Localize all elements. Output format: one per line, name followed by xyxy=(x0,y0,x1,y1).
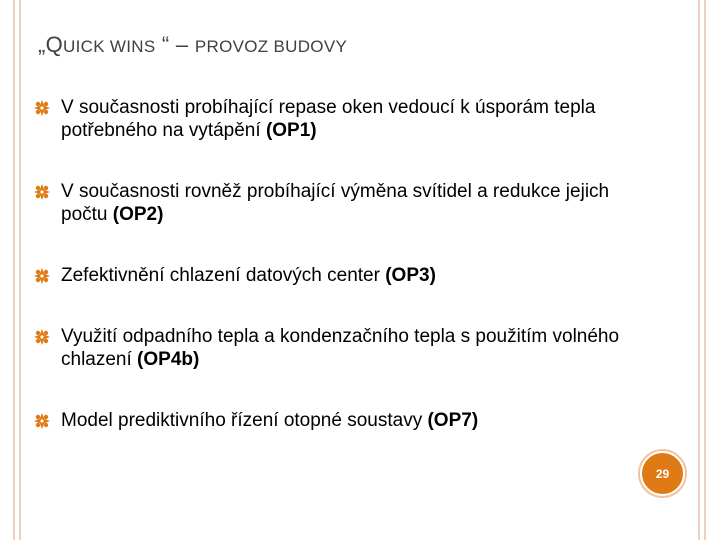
bullet-tag: (OP4b) xyxy=(137,349,200,370)
left-rail-line-inner xyxy=(19,0,21,540)
bullet-text: V současnosti rovněž probíhající výměna svítidel a redukce jejich počtu xyxy=(61,181,610,225)
diamond-flower-bullet-icon xyxy=(34,100,50,116)
bullet-item xyxy=(34,409,634,432)
bullet-list xyxy=(34,90,634,432)
left-rail-line-outer xyxy=(13,0,15,540)
bullet-item xyxy=(34,180,634,226)
page-number-badge xyxy=(640,451,685,496)
bullet-text: Využití odpadního tepla a kondenzačního tepla s použitím volného chlazení xyxy=(61,326,620,370)
bullet-tag: (OP7) xyxy=(427,410,479,431)
bullet-text: Zefektivnění chlazení datových center xyxy=(61,265,386,286)
bullet-tag: (OP3) xyxy=(385,265,436,286)
right-rail-line-outer xyxy=(704,0,706,540)
page-number: 29 xyxy=(655,466,670,481)
diamond-flower-bullet-icon xyxy=(34,184,50,200)
right-rail-line-inner xyxy=(698,0,700,540)
title-part2-small: PROVOZ BUDOVY xyxy=(194,37,348,56)
bullet-text: Model prediktivního řízení otopné soustavy xyxy=(61,410,428,431)
bullet-item xyxy=(34,264,634,287)
diamond-flower-bullet-icon xyxy=(34,268,50,284)
diamond-flower-bullet-icon xyxy=(34,329,50,345)
bullet-tag: (OP1) xyxy=(265,120,317,141)
bullet-item xyxy=(34,96,634,142)
title-part1-small: UICK WINS xyxy=(63,37,156,56)
bullet-text: V současnosti probíhající repase oken vedoucí k úsporám tepla potřebného na vytápění xyxy=(61,97,596,141)
slide-title xyxy=(38,32,347,58)
title-part2-big: “ – xyxy=(155,32,195,57)
title-part1-big: „Q xyxy=(38,32,64,57)
bullet-tag: (OP2) xyxy=(112,204,164,225)
bullet-item xyxy=(34,325,634,371)
diamond-flower-bullet-icon xyxy=(34,413,50,429)
